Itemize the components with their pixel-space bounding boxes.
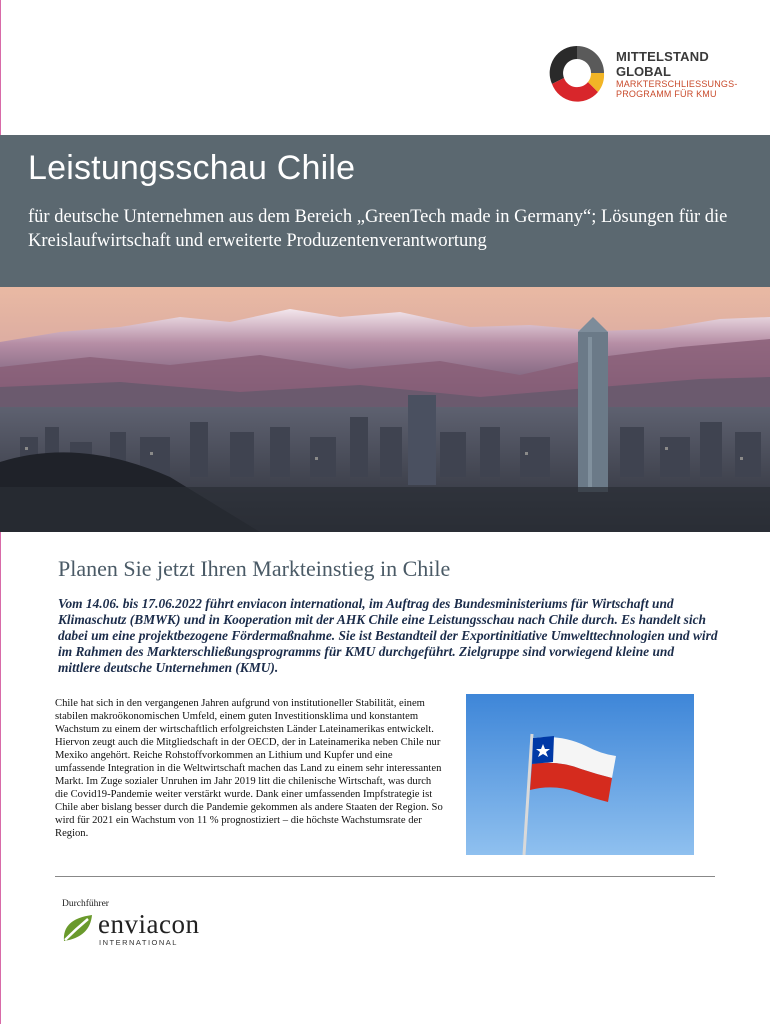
logo-line-4: PROGRAMM FÜR KMU <box>616 89 717 99</box>
mittelstand-global-logo <box>548 44 748 114</box>
page-title: Leistungsschau Chile <box>28 149 356 187</box>
footer-divider <box>55 876 715 877</box>
title-band <box>0 135 770 287</box>
logo-circle-icon <box>548 44 606 102</box>
intro-paragraph: Vom 14.06. bis 17.06.2022 führt enviacon international, im Auftrag des Bundesministeriums für Wirtschaft und Klimaschutz (BMWK) und in Kooperation mit der AHK Chile eine Leistungsschau nach Chile durch. Es handelt sich dabei um eine projektbezogene Fördermaßnahme. Sie ist Bestandteil der Exportinitiative Umwelttechnologien und wird im Rahmen des Markterschließungsprogramms für KMU durchgeführt. Zielgruppe sind vorwiegend kleine und mittlere deutsche Unternehmen (KMU). <box>58 596 718 675</box>
logo-line-3: MARKTERSCHLIESSUNGS- <box>616 79 738 89</box>
chile-flag-photo <box>466 694 694 855</box>
logo-line-1: MITTELSTAND <box>616 49 709 64</box>
leaf-icon <box>62 913 94 943</box>
enviacon-name: enviacon <box>98 909 200 939</box>
enviacon-subtitle: INTERNATIONAL <box>99 938 178 947</box>
body-paragraph: Chile hat sich in den vergangenen Jahren aufgrund von institutioneller Stabilität, einem stabilen makroökonomischen Umfeld, einem guten Investitionsklima und konstantem Wachstum zu einem der wirtschaftlich erfolgreichsten Länder Lateinamerikas entwickelt. Hiervon zeugt auch die Mitgliedschaft in der OECD, der in Lateinamerika neben Chile nur Mexiko angehört. Reiche Rohstoffvorkommen an Lithium und Kupfer und eine umfassende Integration in die Weltwirtschaft machen das Land zu einem sehr interessanten Markt. Im Zuge sozialer Unruhen im Jahr 2019 litt die chilenische Wirtschaft, was durch die Covid19-Pandemie weiter verstärkt wurde. Dank einer umfassenden Impfstrategie ist Chile aber bislang besser durch die Pandemie gekommen als andere Staaten der Region. So wird für 2021 ein Wachstum von 11 % prognostiziert – die höchste Wachstumsrate der Region. <box>55 698 443 839</box>
page-subtitle: für deutsche Unternehmen aus dem Bereich „GreenTech made in Germany“; Lösungen für die Kreislaufwirtschaft und erweiterte Produzentenverantwortung <box>28 207 728 251</box>
logo-line-2: GLOBAL <box>616 64 671 79</box>
santiago-skyline-image <box>0 287 770 532</box>
section-heading: Planen Sie jetzt Ihren Markteinstieg in Chile <box>58 556 451 581</box>
durchfuehrer-label: Durchführer <box>62 899 109 909</box>
enviacon-logo <box>62 911 232 951</box>
